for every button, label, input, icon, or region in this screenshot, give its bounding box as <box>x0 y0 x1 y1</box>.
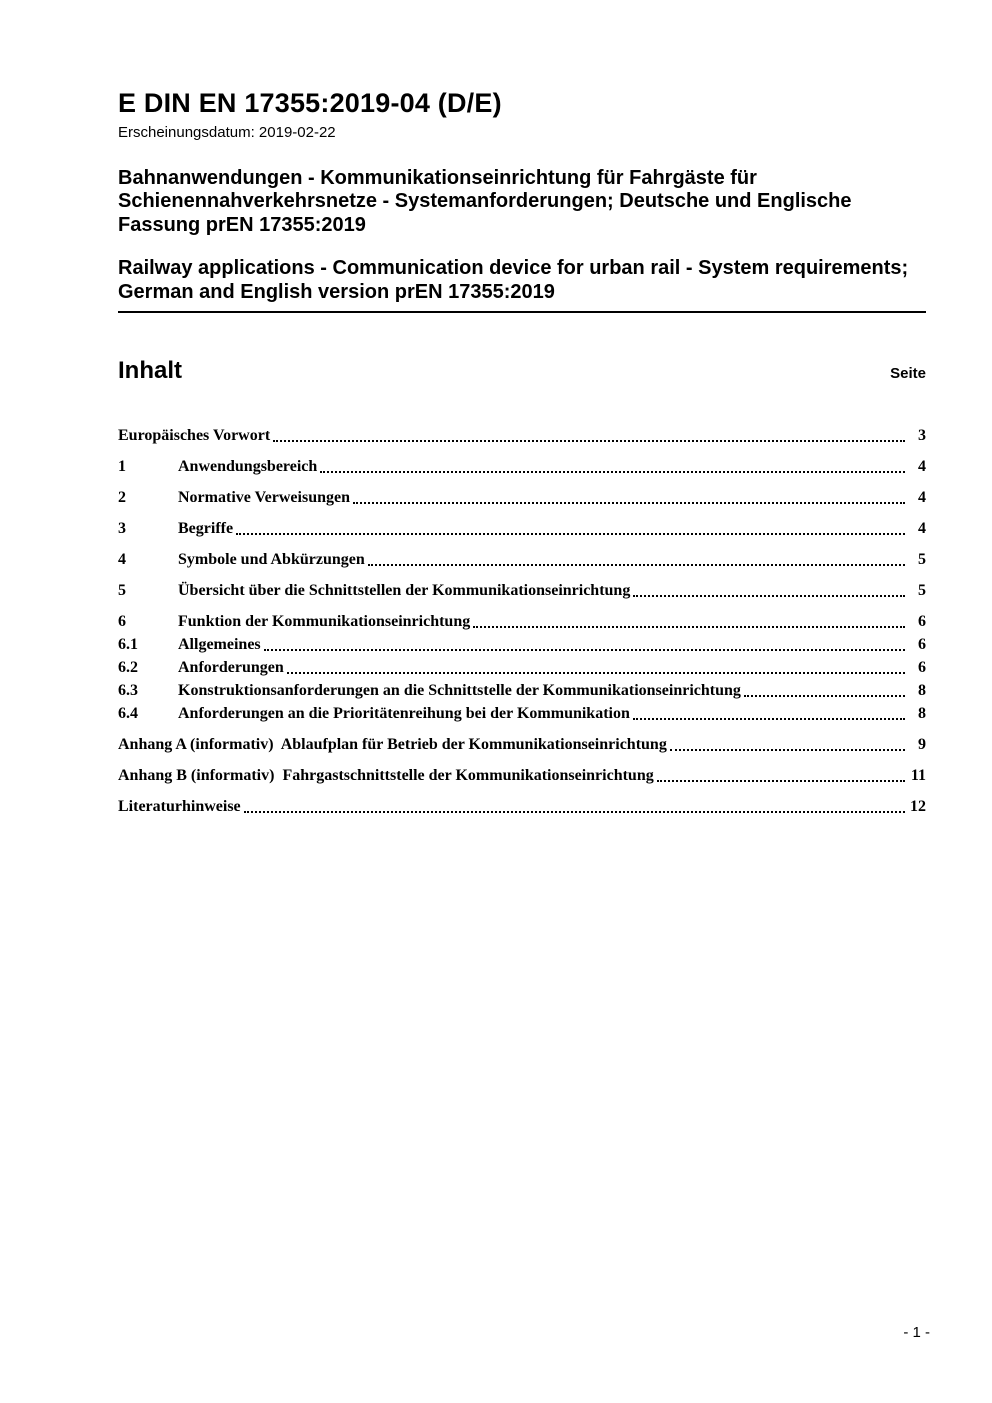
toc-header-row <box>118 357 926 385</box>
toc-entry-label: Übersicht über die Schnittstellen der Kommunikationseinrichtung <box>178 581 631 599</box>
toc-entry <box>118 549 926 570</box>
toc-entry <box>118 611 926 632</box>
toc-entry-page: 6 <box>918 635 926 653</box>
toc-entry-number: 6 <box>118 612 126 630</box>
toc-entry-label: Anhang B (informativ) Fahrgastschnittstelle der Kommunikationseinrichtung <box>118 766 654 784</box>
toc-entry-page: 3 <box>918 426 926 444</box>
toc-dotted-leader <box>236 533 905 535</box>
toc-heading: Inhalt <box>118 356 182 384</box>
toc-entry-number: 3 <box>118 519 126 537</box>
toc-entry-number: 6.4 <box>118 704 138 722</box>
toc-entry-number: 6.3 <box>118 681 138 699</box>
toc-dotted-leader <box>368 564 905 566</box>
toc-dotted-leader <box>273 440 905 442</box>
toc-entry <box>118 634 926 655</box>
toc-entry-page: 4 <box>918 457 926 475</box>
toc-entry-number: 1 <box>118 457 126 475</box>
toc-entry-page: 11 <box>910 766 926 784</box>
toc-entry <box>118 456 926 477</box>
toc-entry-label: Normative Verweisungen <box>178 488 350 506</box>
toc-entry-number: 4 <box>118 550 126 568</box>
toc-entry-label: Europäisches Vorwort <box>118 426 271 444</box>
toc-entry-label: Anwendungsbereich <box>178 457 318 475</box>
toc-entry-page: 12 <box>910 797 926 815</box>
toc-entry-label: Begriffe <box>178 519 234 537</box>
toc-entry-label: Konstruktionsanforderungen an die Schnittstelle der Kommunikationseinrichtung <box>178 681 741 699</box>
toc-entry-page: 4 <box>918 488 926 506</box>
toc-entry-label: Anforderungen <box>178 658 284 676</box>
toc-entry-page: 6 <box>918 612 926 630</box>
toc-page-column-label: Seite <box>890 364 926 382</box>
toc-dotted-leader <box>287 672 905 674</box>
toc-entry <box>118 703 926 724</box>
toc-entry-page: 8 <box>918 681 926 699</box>
toc-entry-page: 6 <box>918 658 926 676</box>
toc-dotted-leader <box>744 695 905 697</box>
toc-entry-number: 5 <box>118 581 126 599</box>
toc-entry-label: Literaturhinweise <box>118 797 241 815</box>
toc-entry-page: 8 <box>918 704 926 722</box>
toc-entry <box>118 680 926 701</box>
publication-date: Erscheinungsdatum: 2019-02-22 <box>118 124 336 141</box>
document-title-english: Railway applications - Communication device for urban rail - System requirements; German and English version prEN 17355:2019 <box>118 257 909 303</box>
toc-dotted-leader <box>320 471 905 473</box>
toc-entry <box>118 425 926 446</box>
toc-entry-page: 4 <box>918 519 926 537</box>
toc-entry-label: Allgemeines <box>178 635 261 653</box>
toc-entry-page: 9 <box>918 735 926 753</box>
toc-entry <box>118 657 926 678</box>
toc-entry-label: Anforderungen an die Prioritätenreihung bei der Kommunikation <box>178 704 630 722</box>
toc-entry-number: 2 <box>118 488 126 506</box>
toc-entry-label: Anhang A (informativ) Ablaufplan für Betrieb der Kommunikationseinrichtung <box>118 735 667 753</box>
toc-entry <box>118 796 926 817</box>
toc-dotted-leader <box>670 749 905 751</box>
toc-entry-page: 5 <box>918 550 926 568</box>
toc-entry-label: Symbole und Abkürzungen <box>178 550 365 568</box>
toc-entry-page: 5 <box>918 581 926 599</box>
toc-entry-number: 6.2 <box>118 658 138 676</box>
title-divider-rule <box>118 311 926 313</box>
footer-page-number: - 1 - <box>903 1324 930 1341</box>
document-title-german: Bahnanwendungen - Kommunikationseinrichtung für Fahrgäste für Schienennahverkehrsnetze - Systemanforderungen; Deutsche und Englische Fassung prEN 17355:2019 <box>118 167 852 236</box>
toc-entry <box>118 487 926 508</box>
page-content <box>118 0 926 817</box>
toc-entry <box>118 580 926 601</box>
toc-entry-label: Funktion der Kommunikationseinrichtung <box>178 612 471 630</box>
toc-dotted-leader <box>633 595 905 597</box>
toc-entry <box>118 765 926 786</box>
toc-entry <box>118 518 926 539</box>
toc-list <box>118 425 926 817</box>
toc-entry <box>118 734 926 755</box>
toc-dotted-leader <box>633 718 905 720</box>
toc-entry-number: 6.1 <box>118 635 138 653</box>
toc-dotted-leader <box>264 649 905 651</box>
document-number: E DIN EN 17355:2019-04 (D/E) <box>118 88 502 118</box>
toc-dotted-leader <box>657 780 905 782</box>
toc-dotted-leader <box>353 502 905 504</box>
toc-dotted-leader <box>473 626 905 628</box>
toc-dotted-leader <box>244 811 905 813</box>
